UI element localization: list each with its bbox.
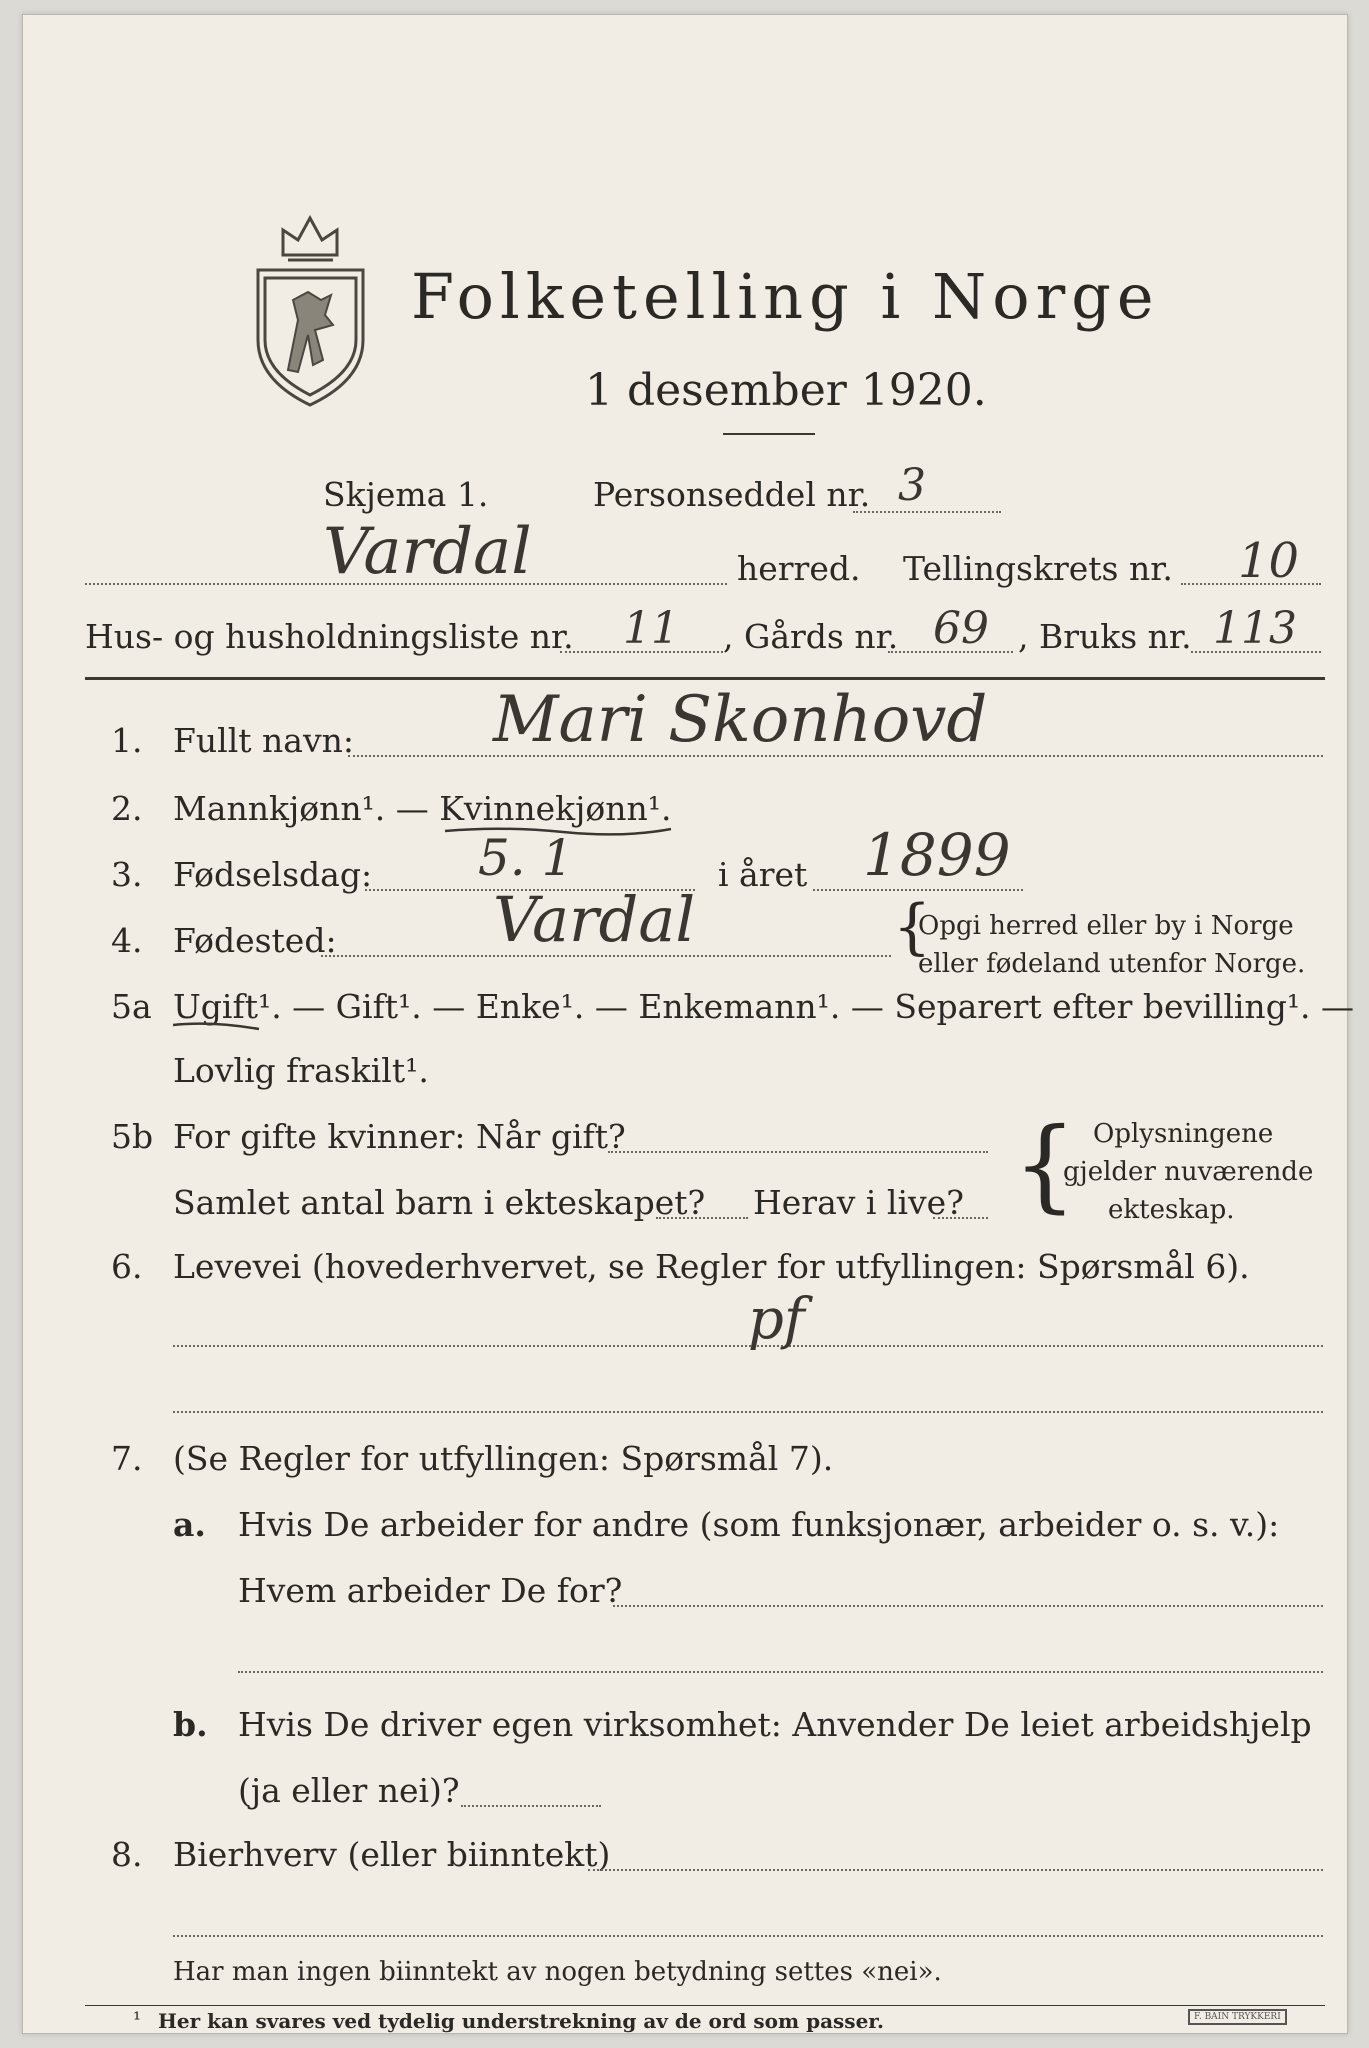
footnote-mark: ¹ bbox=[133, 2007, 142, 2031]
gards-label: , Gårds nr. bbox=[723, 617, 899, 656]
q4-brace: { bbox=[893, 892, 932, 962]
q4-number: 4. bbox=[111, 921, 143, 960]
header-divider bbox=[85, 677, 1325, 680]
bruks-value: 113 bbox=[1213, 603, 1297, 654]
coat-of-arms-icon bbox=[243, 200, 378, 410]
hus-label: Hus- og husholdningsliste nr. bbox=[85, 617, 574, 656]
q5b-note-line2: gjelder nuværende bbox=[1063, 1157, 1314, 1187]
ugift-underline bbox=[171, 1019, 261, 1033]
q5b-children-label: Samlet antal barn i ekteskapet? bbox=[173, 1183, 706, 1222]
q5b-note-line1: Oplysningene bbox=[1093, 1119, 1274, 1149]
q8-note: Har man ingen biinntekt av nogen betydning settes «nei». bbox=[173, 1957, 942, 1987]
herred-value: Vardal bbox=[323, 515, 532, 589]
q7a-line1: Hvis De arbeider for andre (som funksjonær, arbeider o. s. v.): bbox=[238, 1505, 1280, 1544]
tellingskrets-value: 10 bbox=[1238, 533, 1300, 589]
title-divider bbox=[723, 433, 815, 435]
form-title: Folketelling i Norge bbox=[411, 260, 1160, 333]
q3-year-label: i året bbox=[718, 855, 808, 894]
q7b-line1: Hvis De driver egen virksomhet: Anvender De leiet arbeidshjelp bbox=[238, 1705, 1312, 1744]
q7a-letter: a. bbox=[173, 1505, 206, 1544]
q2-number: 2. bbox=[111, 789, 143, 828]
q8-number: 8. bbox=[111, 1835, 143, 1874]
occupation-value: pf bbox=[748, 1287, 805, 1352]
q6-number: 6. bbox=[111, 1247, 143, 1286]
bruks-label: , Bruks nr. bbox=[1018, 617, 1192, 656]
birthyear-value: 1899 bbox=[863, 821, 1011, 889]
q7a-line2: Hvem arbeider De for? bbox=[238, 1571, 623, 1610]
q7b-letter: b. bbox=[173, 1705, 208, 1744]
q4-label: Fødested: bbox=[173, 921, 337, 960]
q7-label: (Se Regler for utfyllingen: Spørsmål 7). bbox=[173, 1439, 834, 1478]
personseddel-label: Personseddel nr. bbox=[593, 475, 871, 514]
q6-label: Levevei (hovederhvervet, se Regler for utfyllingen: Spørsmål 6). bbox=[173, 1247, 1250, 1286]
personseddel-value: 3 bbox=[898, 460, 926, 511]
q5b-brace: { bbox=[1013, 1106, 1077, 1223]
q5a-marital-options-cont: Lovlig fraskilt¹. bbox=[173, 1051, 429, 1090]
herred-label: herred. bbox=[737, 549, 861, 588]
q5a-number: 5a bbox=[111, 987, 152, 1026]
birthdate-value: 5. 1 bbox=[478, 829, 574, 887]
q1-number: 1. bbox=[111, 721, 143, 760]
printer-stamp: F. BAIN TRYKKERI bbox=[1188, 2009, 1287, 2025]
hus-value: 11 bbox=[623, 603, 679, 654]
skjema-label: Skjema 1. bbox=[323, 475, 489, 514]
gards-value: 69 bbox=[933, 603, 989, 654]
q5a-marital-options: Ugift¹. — Gift¹. — Enke¹. — Enkemann¹. — Separert efter bevilling¹. — bbox=[173, 987, 1355, 1026]
q5b-married-label: For gifte kvinner: Når gift? bbox=[173, 1117, 626, 1156]
census-form-sheet bbox=[22, 14, 1355, 2034]
q4-note-line1: Opgi herred eller by i Norge bbox=[918, 911, 1294, 941]
census-date: 1 desember 1920. bbox=[585, 365, 987, 416]
birthplace-value: Vardal bbox=[493, 883, 696, 956]
q2-gender-options: Mannkjønn¹. — Kvinnekjønn¹. bbox=[173, 789, 672, 828]
footnote-text: Her kan svares ved tydelig understrekning av de ord som passer. bbox=[158, 2009, 884, 2033]
q3-label: Fødselsdag: bbox=[173, 855, 373, 894]
q8-label: Bierhverv (eller biinntekt) bbox=[173, 1835, 611, 1874]
q5b-number: 5b bbox=[111, 1117, 154, 1156]
q5b-note-line3: ekteskap. bbox=[1108, 1195, 1235, 1225]
q3-number: 3. bbox=[111, 855, 143, 894]
full-name-value: Mari Skonhovd bbox=[493, 683, 988, 757]
q5b-alive-label: Herav i live? bbox=[753, 1183, 964, 1222]
q1-label: Fullt navn: bbox=[173, 721, 354, 760]
q7-number: 7. bbox=[111, 1439, 143, 1478]
q4-note-line2: eller fødeland utenfor Norge. bbox=[918, 949, 1306, 979]
q7b-line2: (ja eller nei)? bbox=[238, 1771, 460, 1810]
footnote-divider bbox=[85, 2005, 1325, 2006]
tellingskrets-label: Tellingskrets nr. bbox=[903, 549, 1173, 588]
